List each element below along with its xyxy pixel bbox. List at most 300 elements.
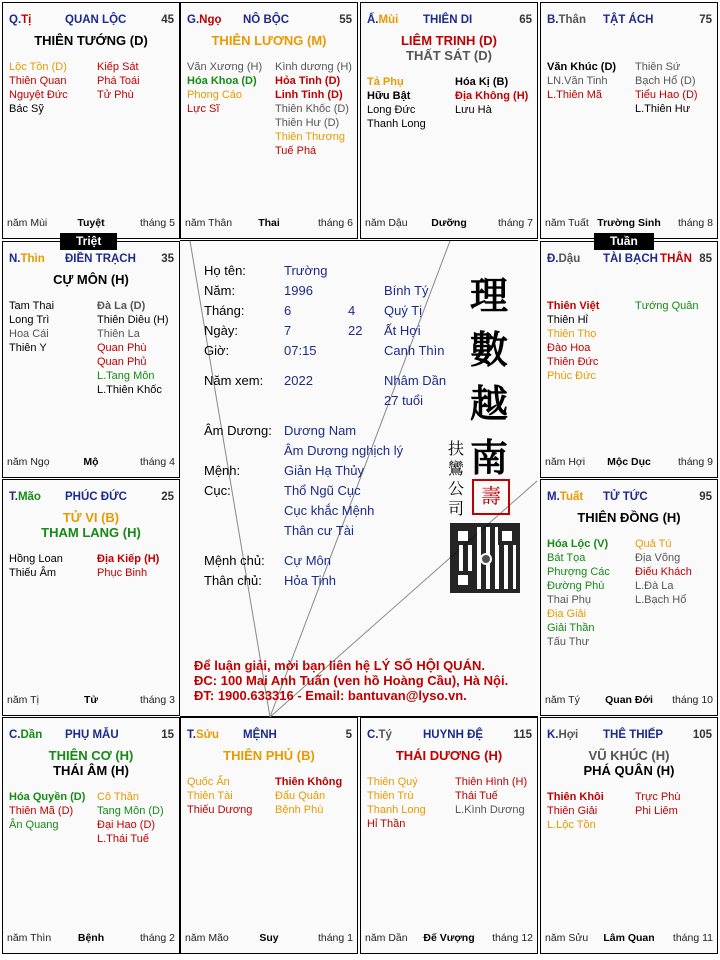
footer-stage: Trường Sinh (597, 217, 661, 229)
minor-star: L.Đà La (635, 580, 674, 592)
qr-code[interactable] (450, 523, 520, 593)
main-stars (361, 33, 537, 63)
palace-name: TẬT ÁCH (603, 14, 654, 26)
minor-star: Thiên Việt (547, 300, 600, 312)
menh-label: Mệnh: (204, 463, 241, 478)
palace-chi: Tý (378, 729, 392, 741)
minor-star: Thiên Hình (H) (455, 776, 528, 788)
footer-month: tháng 3 (139, 694, 175, 706)
footer-month: tháng 1 (317, 932, 353, 944)
minor-stars-left (547, 299, 599, 383)
footer-stage: Quan Đới (605, 694, 653, 706)
contact-line-2: ĐC: 100 Mai Anh Tuấn (ven hồ Hoàng Cầu), Hà Nội. (194, 673, 509, 688)
palace-chi: Ngọ (199, 14, 222, 26)
palace-age: 5 (345, 729, 352, 741)
minor-star: Thiếu Âm (9, 567, 57, 579)
palace-thin (2, 241, 180, 478)
palace-dau (540, 241, 718, 478)
palace-name: MỆNH (243, 729, 277, 741)
palace-header (367, 728, 532, 742)
minor-stars-left (9, 552, 63, 580)
minor-star: Tả Phụ (367, 76, 404, 88)
than-chu-label: Thân chủ: (204, 573, 262, 588)
minor-star: Quả Tú (635, 538, 672, 550)
cuc-value: Thổ Ngũ Cục (284, 483, 361, 498)
main-stars (3, 510, 179, 540)
than-chu-value: Hỏa Tinh (284, 573, 337, 588)
palace-footer (7, 931, 175, 945)
minor-star: Long Trì (9, 314, 50, 326)
main-stars (181, 748, 357, 763)
minor-star: Địa Không (H) (455, 90, 529, 102)
nam-xem-value: 2022 (284, 373, 313, 388)
minor-star: Tang Môn (D) (97, 805, 164, 817)
gio-value: 07:15 (284, 343, 317, 358)
palace-can: K. (547, 729, 559, 741)
palace-age: 65 (519, 14, 532, 26)
seal-char: 數 (470, 327, 509, 372)
contact-info (194, 658, 508, 703)
minor-star: Quan Phủ (97, 356, 147, 368)
palace-can: Q. (9, 14, 22, 26)
minor-star: Thanh Long (367, 804, 426, 816)
cuc-note-2: Thân cư Tài (284, 523, 354, 538)
palace-age: 45 (161, 14, 174, 26)
thang-al: 6 (284, 303, 292, 318)
minor-star: Thanh Long (367, 118, 426, 130)
minor-star: L.Bạch Hổ (635, 594, 687, 606)
ngay-label: Ngày: (204, 323, 238, 338)
palace-age: 115 (513, 729, 532, 741)
palace-name: QUAN LỘC (65, 14, 127, 26)
palace-footer (365, 931, 533, 945)
main-star: VŨ KHÚC (H) (588, 748, 670, 763)
minor-star: Thiên Đức (547, 356, 599, 368)
contact-line-3[interactable]: ĐT: 1900.633316 - Email: bantuvan@lyso.vn. (194, 688, 467, 703)
minor-star: Tiểu Hao (D) (635, 89, 698, 101)
main-star: THÁI ÂM (H) (53, 763, 129, 778)
minor-star: Thái Tuế (455, 790, 498, 802)
minor-star: Thiên Quan (9, 75, 67, 87)
minor-star: Điếu Khách (635, 566, 692, 578)
cuc-note-1: Cục khắc Mệnh (284, 503, 375, 518)
palace-can: M. (547, 491, 560, 503)
footer-year: năm Mùi (7, 217, 48, 229)
minor-star: Bạch Hổ (D) (635, 75, 696, 87)
minor-star: Đà La (D) (97, 300, 146, 312)
palace-name: NÔ BỘC (243, 14, 289, 26)
minor-star: Thiên Thương (275, 131, 346, 143)
contact-line-1: Để luận giải, mời bạn liên hệ LÝ SỐ HỘI QUÁN. (194, 658, 485, 673)
palace-name: THIÊN DI (423, 14, 473, 26)
palace-header (547, 13, 712, 27)
footer-month: tháng 6 (317, 217, 353, 229)
minor-star: Thai Phụ (547, 594, 592, 606)
minor-stars-left (547, 537, 610, 649)
main-stars (181, 33, 357, 48)
info-panel (180, 240, 538, 717)
minor-star: Thiên Y (9, 342, 47, 354)
minor-stars-left (187, 775, 252, 817)
minor-star: LN.Văn Tinh (547, 75, 608, 87)
palace-chi: Dậu (558, 253, 581, 265)
palace-footer (545, 216, 713, 230)
menh-chu-value: Cự Môn (284, 553, 331, 568)
ngay-al: 7 (284, 323, 292, 338)
palace-name: PHÚC ĐỨC (65, 491, 127, 503)
ho-ten-label: Họ tên: (204, 263, 246, 278)
main-star: CỰ MÔN (H) (53, 272, 129, 287)
footer-year: năm Sửu (545, 932, 589, 944)
palace-age: 105 (692, 729, 712, 741)
cuc-label: Cục: (204, 483, 231, 498)
main-stars (361, 748, 537, 763)
minor-star: Hoa Cái (9, 328, 49, 340)
palace-age: 25 (161, 491, 174, 503)
footer-year: năm Dậu (365, 217, 408, 229)
minor-star: Thiên Mã (D) (9, 805, 74, 817)
palace-age: 15 (161, 729, 174, 741)
minor-star: Thiên Trù (367, 790, 414, 802)
main-star: THIÊN PHỦ (B) (223, 748, 315, 763)
footer-year: năm Tuất (545, 217, 589, 229)
footer-month: tháng 7 (497, 217, 533, 229)
palace-footer (7, 693, 175, 707)
main-stars (3, 33, 179, 48)
minor-stars-right (97, 790, 164, 846)
palace-chi: Sửu (195, 729, 219, 741)
palace-can: T. (9, 491, 18, 503)
minor-star: Địa Giải (547, 608, 587, 620)
palace-footer (365, 216, 533, 230)
main-star: TỬ VI (B) (62, 510, 120, 525)
minor-star: Bát Tọa (547, 552, 586, 564)
minor-star: Tướng Quân (635, 300, 699, 312)
minor-star: Thiên Quý (367, 776, 418, 788)
minor-star: Thiên Sứ (635, 61, 681, 73)
minor-star: Đường Phù (547, 580, 605, 592)
minor-star: Hóa Quyền (D) (9, 791, 86, 803)
seal-side-char: 司 (448, 499, 465, 518)
seal-side-char: 公 (448, 479, 465, 498)
am-duong-value: Dương Nam (284, 423, 357, 438)
seal-char: 南 (470, 435, 509, 480)
minor-star: Phục Binh (97, 567, 148, 579)
gio-label: Giờ: (204, 343, 230, 358)
nam-xem-can-chi: Nhâm Dần (384, 373, 447, 388)
minor-star: Long Đức (367, 104, 416, 116)
minor-star: Phá Toái (97, 75, 140, 87)
palace-can: T. (187, 729, 196, 741)
palace-dan (2, 717, 180, 954)
palace-can: C. (367, 729, 379, 741)
palace-tuat (540, 479, 718, 716)
minor-star: Hỏa Tinh (D) (275, 75, 341, 87)
minor-star: Bệnh Phù (275, 804, 324, 816)
palace-age: 55 (339, 14, 352, 26)
palace-footer (7, 216, 175, 230)
footer-year: năm Thìn (7, 932, 52, 944)
main-stars (541, 510, 717, 525)
minor-star: Bác Sỹ (9, 103, 44, 115)
minor-star: Tấu Thư (547, 636, 590, 648)
minor-star: Hóa Kị (B) (455, 76, 509, 88)
palace-can: B. (547, 14, 559, 26)
seal-side-char: 鸞 (448, 459, 465, 478)
minor-star: Đào Hoa (547, 342, 591, 354)
minor-star: Hóa Lộc (V) (547, 538, 609, 550)
palace-age: 85 (699, 253, 712, 265)
footer-stage: Suy (259, 932, 279, 944)
footer-month: tháng 2 (139, 932, 175, 944)
palace-can: Ấ. (367, 14, 379, 26)
minor-star: Kình dương (H) (275, 61, 352, 73)
minor-star: Thiên Khốc (D) (275, 103, 349, 115)
footer-month: tháng 10 (672, 694, 713, 706)
palace-mao (2, 479, 180, 716)
palace-ngo (180, 2, 358, 239)
seal-char: 越 (470, 381, 509, 426)
minor-stars-right (275, 775, 342, 817)
minor-stars-right (635, 790, 680, 818)
minor-star: Văn Khúc (D) (547, 61, 617, 73)
footer-year: năm Thân (185, 217, 233, 229)
minor-star: Ân Quang (9, 819, 59, 831)
palace-chi: Dần (20, 729, 43, 741)
footer-stage: Mộc Dục (607, 456, 651, 468)
minor-star: Tuế Phá (275, 145, 317, 157)
seal-char: 理 (470, 273, 509, 318)
palace-can: G. (187, 14, 200, 26)
minor-star: Thiên Giải (547, 805, 598, 817)
minor-star: Giải Thần (547, 622, 595, 634)
than-marker: THÂN (660, 253, 692, 265)
palace-name: ĐIỀN TRẠCH (65, 253, 136, 265)
main-star: THIÊN ĐỒNG (H) (577, 510, 681, 525)
minor-star: Địa Võng (635, 552, 681, 564)
minor-stars-left (367, 75, 426, 131)
palace-footer (185, 216, 353, 230)
minor-star: Thiên Diêu (H) (97, 314, 169, 326)
palace-can: Đ. (547, 253, 559, 265)
am-duong-note: Âm Dương nghịch lý (284, 443, 404, 458)
minor-star: Đại Hao (D) (97, 819, 156, 831)
footer-year: năm Tý (545, 694, 580, 706)
ngay-dl: 22 (348, 323, 363, 338)
palace-name: THÊ THIẾP (603, 729, 664, 741)
minor-star: L.Thiên Khốc (97, 384, 162, 396)
palace-header (9, 13, 174, 27)
minor-stars-left (187, 60, 262, 116)
palace-header (367, 13, 532, 27)
triet-tag: Triệt (60, 233, 117, 250)
palace-footer (545, 931, 713, 945)
menh-value: Giản Hạ Thủy (284, 463, 364, 478)
menh-chu-label: Mệnh chủ: (204, 553, 265, 568)
palace-footer (7, 455, 175, 469)
minor-star: Lộc Tồn (D) (9, 61, 67, 73)
footer-stage: Thai (258, 217, 280, 229)
minor-stars-left (9, 790, 85, 832)
main-stars (3, 748, 179, 778)
minor-star: L.Lộc Tồn (547, 819, 596, 831)
palace-header (547, 728, 712, 742)
minor-stars-left (547, 60, 616, 102)
minor-stars-left (9, 299, 54, 355)
minor-star: Tam Thai (9, 300, 55, 312)
palace-can: N. (9, 253, 21, 265)
palace-name: TỬ TỨC (603, 491, 648, 503)
footer-month: tháng 12 (492, 932, 533, 944)
minor-star: Lưu Hà (455, 104, 492, 116)
footer-year: năm Hợi (545, 456, 586, 468)
footer-stage: Lâm Quan (603, 932, 655, 944)
seal-side-char: 扶 (448, 439, 465, 458)
main-star: THIÊN LƯƠNG (M) (211, 33, 327, 48)
footer-year: năm Tị (7, 694, 39, 706)
palace-chi: Thìn (20, 253, 45, 265)
minor-star: Đẩu Quân (275, 790, 326, 802)
footer-month: tháng 5 (139, 217, 175, 229)
nam-value: 1996 (284, 283, 313, 298)
minor-star: Hữu Bật (367, 90, 411, 102)
ngay-can-chi: Ất Hợi (384, 323, 421, 338)
footer-year: năm Dần (365, 932, 408, 944)
main-star: THIÊN CƠ (H) (48, 748, 134, 763)
minor-star: Thiên Thọ (547, 328, 597, 340)
palace-name: PHỤ MẪU (65, 729, 119, 741)
footer-stage: Bệnh (77, 932, 105, 944)
red-seal-stamp: 壽 (472, 479, 510, 515)
palace-ty2 (360, 717, 538, 954)
palace-can: C. (9, 729, 21, 741)
thang-dl: 4 (348, 303, 356, 318)
tuan-tag: Tuần (594, 233, 654, 250)
footer-stage: Tuyệt (77, 217, 105, 229)
minor-star: Phong Cáo (187, 89, 243, 101)
minor-star: Quan Phù (97, 342, 147, 354)
minor-star: Phi Liêm (635, 805, 678, 817)
footer-stage: Mộ (83, 456, 99, 468)
minor-star: Lực Sĩ (187, 103, 220, 115)
footer-stage: Đế Vượng (423, 932, 475, 944)
palace-age: 75 (699, 14, 712, 26)
minor-star: Thiên Hư (D) (275, 117, 340, 129)
palace-age: 95 (699, 491, 712, 503)
footer-month: tháng 11 (672, 932, 713, 944)
minor-star: L.Thiên Hư (635, 103, 691, 115)
minor-star: L.Thiên Mã (547, 89, 603, 101)
main-star: THAM LANG (H) (41, 525, 141, 540)
am-duong-label: Âm Dương: (204, 423, 272, 438)
minor-star: Thiên Không (275, 776, 343, 788)
palace-chi: Tị (21, 14, 32, 26)
palace-age: 35 (161, 253, 174, 265)
ho-ten-value: Trường (284, 263, 328, 278)
palace-suu (180, 717, 358, 954)
minor-star: Hóa Khoa (D) (187, 75, 257, 87)
minor-stars-right (635, 299, 699, 313)
minor-star: L.Kình Dương (455, 804, 525, 816)
palace-header (187, 13, 352, 27)
main-star: THIÊN TƯỚNG (D) (34, 33, 148, 48)
footer-year: năm Mão (185, 932, 229, 944)
minor-stars-right (275, 60, 352, 158)
minor-star: Quốc Ấn (187, 776, 230, 788)
main-stars (541, 748, 717, 778)
minor-star: Thiên Tài (187, 790, 233, 802)
minor-star: L.Tang Môn (97, 370, 155, 382)
palace-chi: Mão (17, 491, 41, 503)
footer-stage: Tử (83, 694, 99, 706)
palace-name: TÀI BẠCH (603, 253, 658, 265)
minor-star: Tử Phù (97, 89, 134, 101)
main-star: PHÁ QUÂN (H) (583, 763, 675, 778)
minor-star: L.Thái Tuế (97, 833, 149, 845)
thang-label: Tháng: (204, 303, 245, 318)
minor-stars-left (9, 60, 68, 116)
thang-can-chi: Quý Tị (384, 303, 423, 318)
minor-stars-right (455, 775, 527, 817)
minor-star: Thiên Khôi (547, 791, 604, 803)
minor-stars-right (97, 60, 140, 102)
minor-star: Cô Thần (97, 791, 139, 803)
minor-star: Văn Xương (H) (187, 61, 263, 73)
palace-name: HUYNH ĐỆ (423, 729, 484, 741)
minor-star: Thiên La (97, 328, 140, 340)
gio-can-chi: Canh Thìn (384, 343, 445, 358)
main-star: THẤT SÁT (D) (406, 48, 492, 63)
palace-footer (185, 931, 353, 945)
minor-star: Thiếu Dương (187, 804, 253, 816)
minor-stars-right (635, 60, 698, 116)
minor-star: Kiếp Sát (97, 61, 139, 73)
palace-header (547, 252, 712, 266)
palace-header (187, 728, 352, 742)
minor-star: Địa Kiếp (H) (97, 553, 160, 565)
minor-star: Nguyệt Đức (9, 89, 68, 101)
footer-month: tháng 4 (139, 456, 175, 468)
minor-stars-right (455, 75, 528, 117)
minor-star: Linh Tinh (D) (275, 89, 343, 101)
minor-star: Thiên Hỉ (547, 314, 588, 326)
palace-chi: Tuất (559, 491, 584, 503)
footer-month: tháng 8 (677, 217, 713, 229)
palace-hoi (540, 717, 718, 954)
nam-label: Năm: (204, 283, 236, 298)
main-stars (3, 272, 179, 287)
nam-can-chi: Bính Tý (384, 283, 429, 298)
minor-star: Hỉ Thần (367, 818, 406, 830)
main-star: LIÊM TRINH (D) (400, 33, 498, 48)
minor-stars-left (547, 790, 604, 832)
palace-ty (2, 2, 180, 239)
palace-footer (545, 693, 713, 707)
palace-chi: Hợi (558, 729, 579, 741)
tuoi-value: 27 tuổi (384, 393, 424, 408)
footer-year: năm Ngọ (7, 456, 50, 468)
minor-star: Trực Phù (635, 791, 681, 803)
minor-star: Phúc Đức (547, 370, 596, 382)
palace-header (9, 490, 174, 504)
main-star: THÁI DƯƠNG (H) (395, 748, 503, 763)
palace-chi: Thân (558, 14, 586, 26)
nam-xem-label: Năm xem: (204, 373, 264, 388)
minor-stars-right (635, 537, 692, 607)
minor-star: Phượng Các (547, 566, 610, 578)
minor-star: Hồng Loan (9, 553, 63, 565)
minor-stars-right (97, 552, 159, 580)
